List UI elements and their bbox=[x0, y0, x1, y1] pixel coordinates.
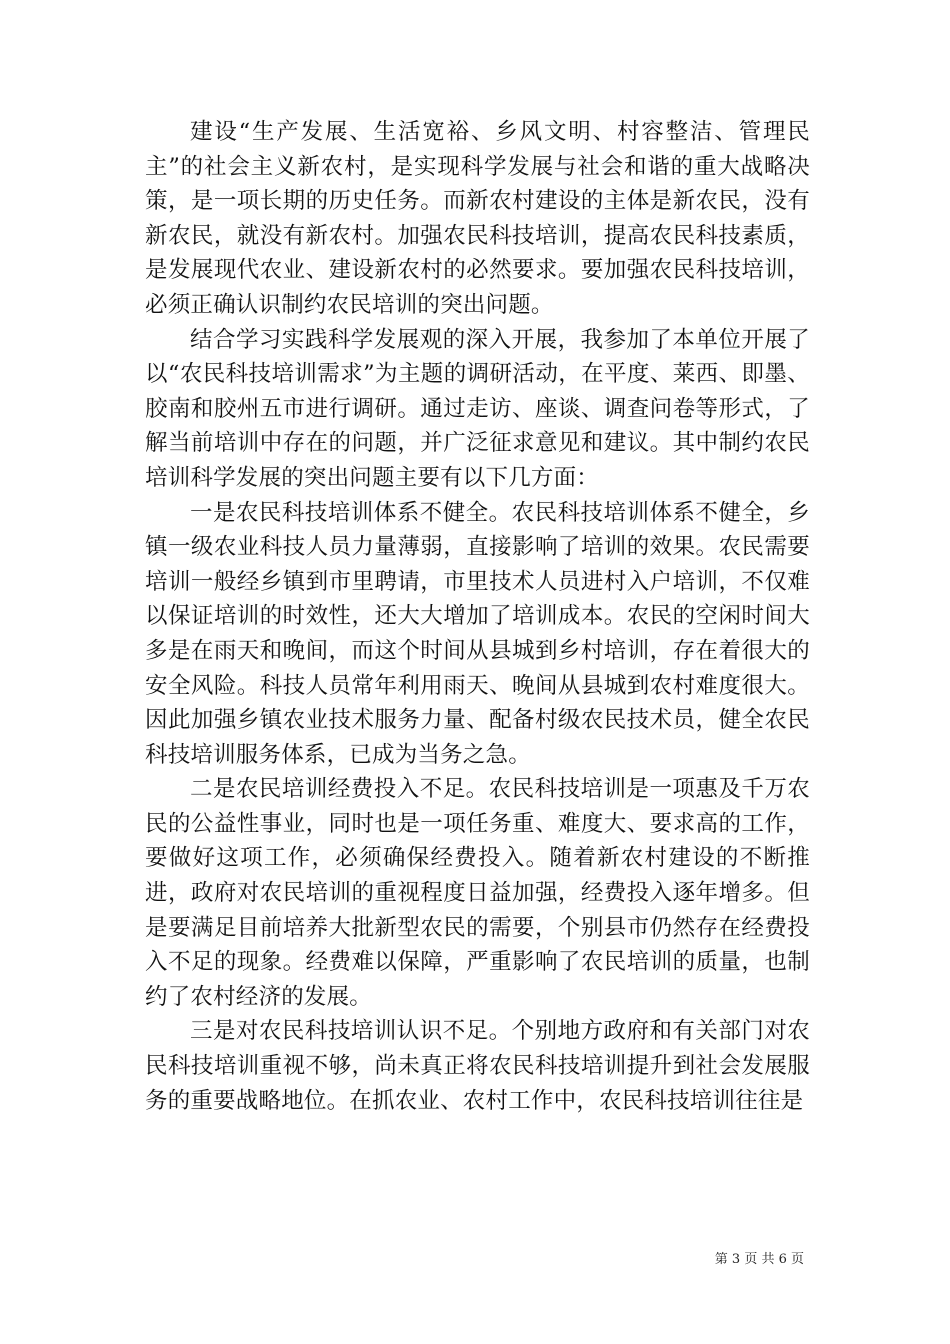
body-text bbox=[145, 115, 810, 1118]
paragraph-3: 一是农民科技培训体系不健全。农民科技培训体系不健全，乡镇一级农业科技人员力量薄弱，直接影响了培训的效果。农民需要培训一般经乡镇到市里聘请，市里技术人员进村入户培训，不仅难以保证培训的时效性，还大大增加了培训成本。农民的空闲时间大多是在雨天和晚间，而这个时间从县城到乡村培训，存在着很大的安全风险。科技人员常年利用雨天、晚间从县城到农村难度很大。因此加强乡镇农业技术服务力量、配备村级农民技术员，健全农民科技培训服务体系，已成为当务之急。 bbox=[145, 499, 810, 768]
paragraph-5: 三是对农民科技培训认识不足。个别地方政府和有关部门对农民科技培训重视不够，尚未真正将农民科技培训提升到社会发展服务的重要战略地位。在抓农业、农村工作中，农民科技培训往往是 bbox=[145, 1018, 810, 1114]
paragraph-2: 结合学习实践科学发展观的深入开展，我参加了本单位开展了以“农民科技培训需求”为主题的调研活动，在平度、莱西、即墨、胶南和胶州五市进行调研。通过走访、座谈、调查问卷等形式，了解当前培训中存在的问题，并广泛征求意见和建议。其中制约农民培训科学发展的突出问题主要有以下几方面： bbox=[145, 326, 810, 491]
paragraph-1: 建设“生产发展、生活宽裕、乡风文明、村容整洁、管理民主”的社会主义新农村，是实现科学发展与社会和谐的重大战略决策，是一项长期的历史任务。而新农村建设的主体是新农民，没有新农民，就没有新农村。加强农民科技培训，提高农民科技素质，是发展现代农业、建设新农村的必然要求。要加强农民科技培训，必须正确认识制约农民培训的突出问题。 bbox=[145, 119, 810, 318]
paragraph-4: 二是农民培训经费投入不足。农民科技培训是一项惠及千万农民的公益性事业，同时也是一项任务重、难度大、要求高的工作，要做好这项工作，必须确保经费投入。随着新农村建设的不断推进，政府对农民培训的重视程度日益加强，经费投入逐年增多。但是要满足目前培养大批新型农民的需要，个别县市仍然存在经费投入不足的现象。经费难以保障，严重影响了农民培训的质量，也制约了农村经济的发展。 bbox=[145, 776, 810, 1010]
page-number-footer: 第 3 页 共 6 页 bbox=[714, 1252, 804, 1267]
